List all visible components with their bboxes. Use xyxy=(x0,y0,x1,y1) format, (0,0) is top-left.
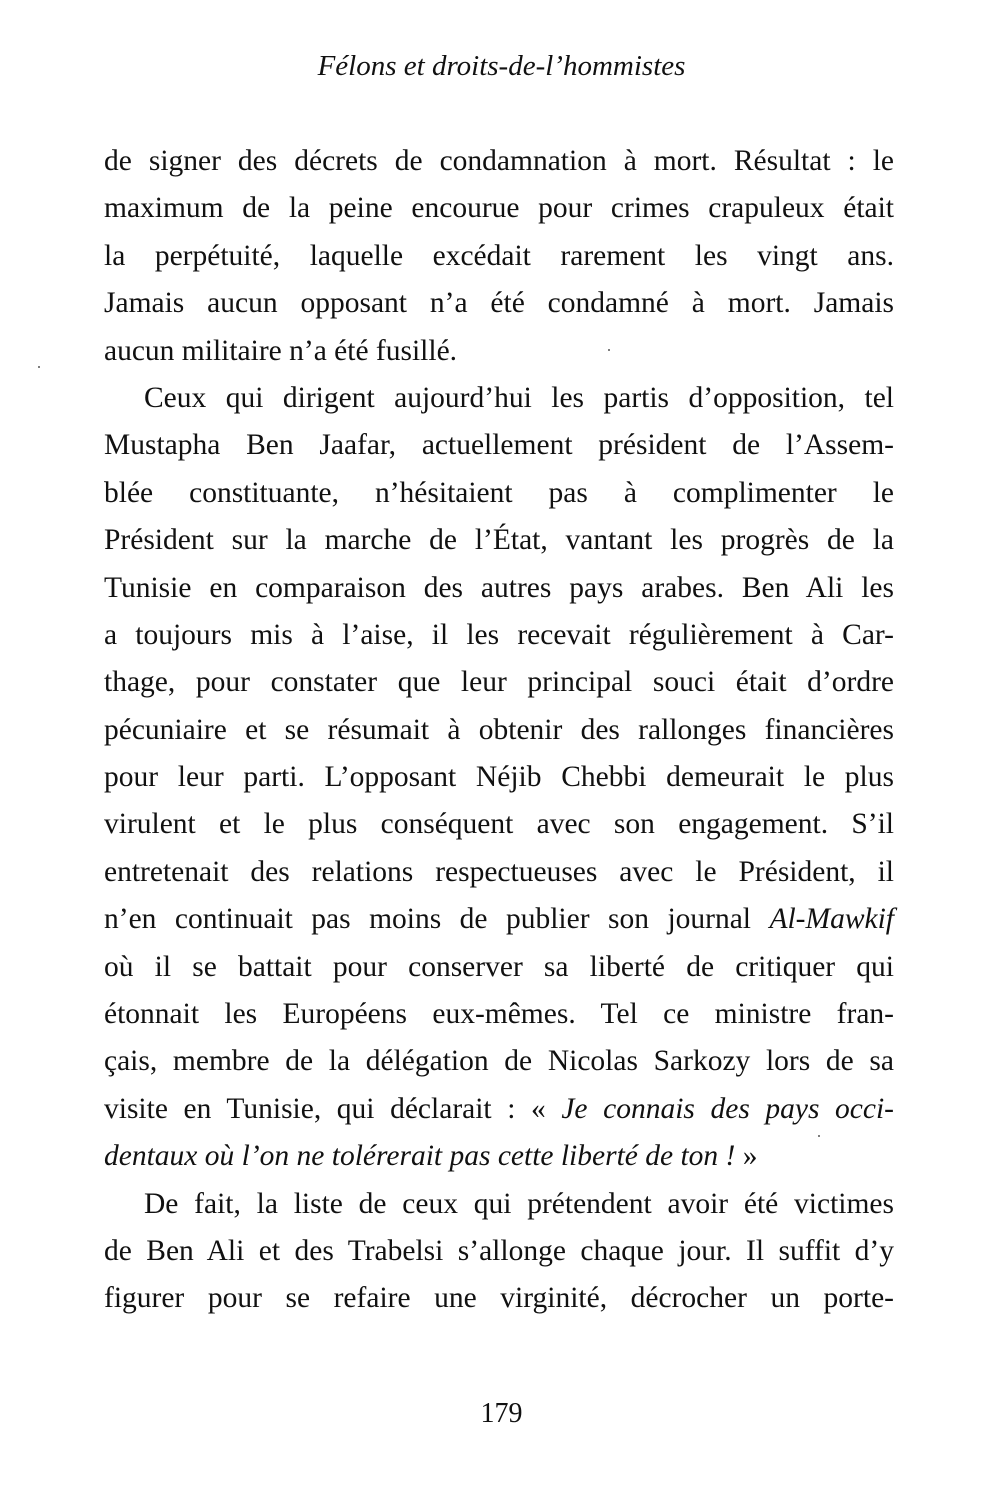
text-line xyxy=(104,1086,894,1133)
text-line: Président sur la marche de l’État, vantant les progrès de la xyxy=(104,524,894,557)
text-line: Mustapha Ben Jaafar, actuellement président de l’Assem- xyxy=(104,429,894,462)
text-line: pour leur parti. L’opposant Néjib Chebbi demeurait le plus xyxy=(104,761,894,794)
text-line: aucun militaire n’a été fusillé. xyxy=(104,334,458,367)
text-line: maximum de la peine encourue pour crimes crapuleux était xyxy=(104,192,894,225)
text-line: figurer pour se refaire une virginité, décrocher un porte- xyxy=(104,1282,894,1315)
text-line: blée constituante, n’hésitaient pas à complimenter le xyxy=(104,476,894,509)
text-line: de Ben Ali et des Trabelsi s’allonge chaque jour. Il suffit d’y xyxy=(104,1234,894,1267)
running-head: Félons et droits-de-l’hommistes xyxy=(317,50,686,82)
text-segment: visite en Tunisie, qui déclarait : « xyxy=(104,1092,562,1125)
text-line: virulent et le plus conséquent avec son engagement. S’il xyxy=(104,808,894,841)
text-line: où il se battait pour conserver sa liberté de critiquer qui xyxy=(104,950,894,983)
text-segment: n’en continuait pas moins de publier son journal xyxy=(104,903,770,936)
text-line: çais, membre de la délégation de Nicolas Sarkozy lors de sa xyxy=(104,1045,894,1078)
scan-speck xyxy=(818,1135,820,1137)
text-line: thage, pour constater que leur principal souci était d’ordre xyxy=(104,666,894,699)
text-line: étonnait les Européens eux-mêmes. Tel ce ministre fran- xyxy=(104,998,894,1031)
text-line: De fait, la liste de ceux qui prétendent avoir été victimes xyxy=(144,1187,894,1220)
quote-text: dentaux où l’on ne tolérerait pas cette liberté de ton ! xyxy=(104,1140,736,1173)
body-text xyxy=(104,138,894,1323)
text-line: la perpétuité, laquelle excédait rarement les vingt ans. xyxy=(104,239,894,272)
text-segment: » xyxy=(735,1140,758,1173)
text-line: pécuniaire et se résumait à obtenir des rallonges financières xyxy=(104,713,894,746)
text-line: entretenait des relations respectueuses avec le Président, il xyxy=(104,855,894,888)
text-line: de signer des décrets de condamnation à mort. Résultat : le xyxy=(104,145,894,177)
quote-text: Je connais des pays occi- xyxy=(561,1092,895,1125)
text-line: a toujours mis à l’aise, il les recevait régulièrement à Car- xyxy=(104,618,894,651)
text-line: Jamais aucun opposant n’a été condamné à mort. Jamais xyxy=(104,287,894,320)
journal-title: Al-Mawkif xyxy=(769,903,894,936)
text-line xyxy=(104,896,894,943)
page-number: 179 xyxy=(480,1398,523,1429)
text-line xyxy=(104,1133,894,1180)
scan-speck xyxy=(38,366,40,368)
text-line: Tunisie en comparaison des autres pays arabes. Ben Ali les xyxy=(104,571,894,604)
scan-speck xyxy=(608,349,610,351)
text-line: Ceux qui dirigent aujourd’hui les partis d’opposition, tel xyxy=(144,381,894,414)
